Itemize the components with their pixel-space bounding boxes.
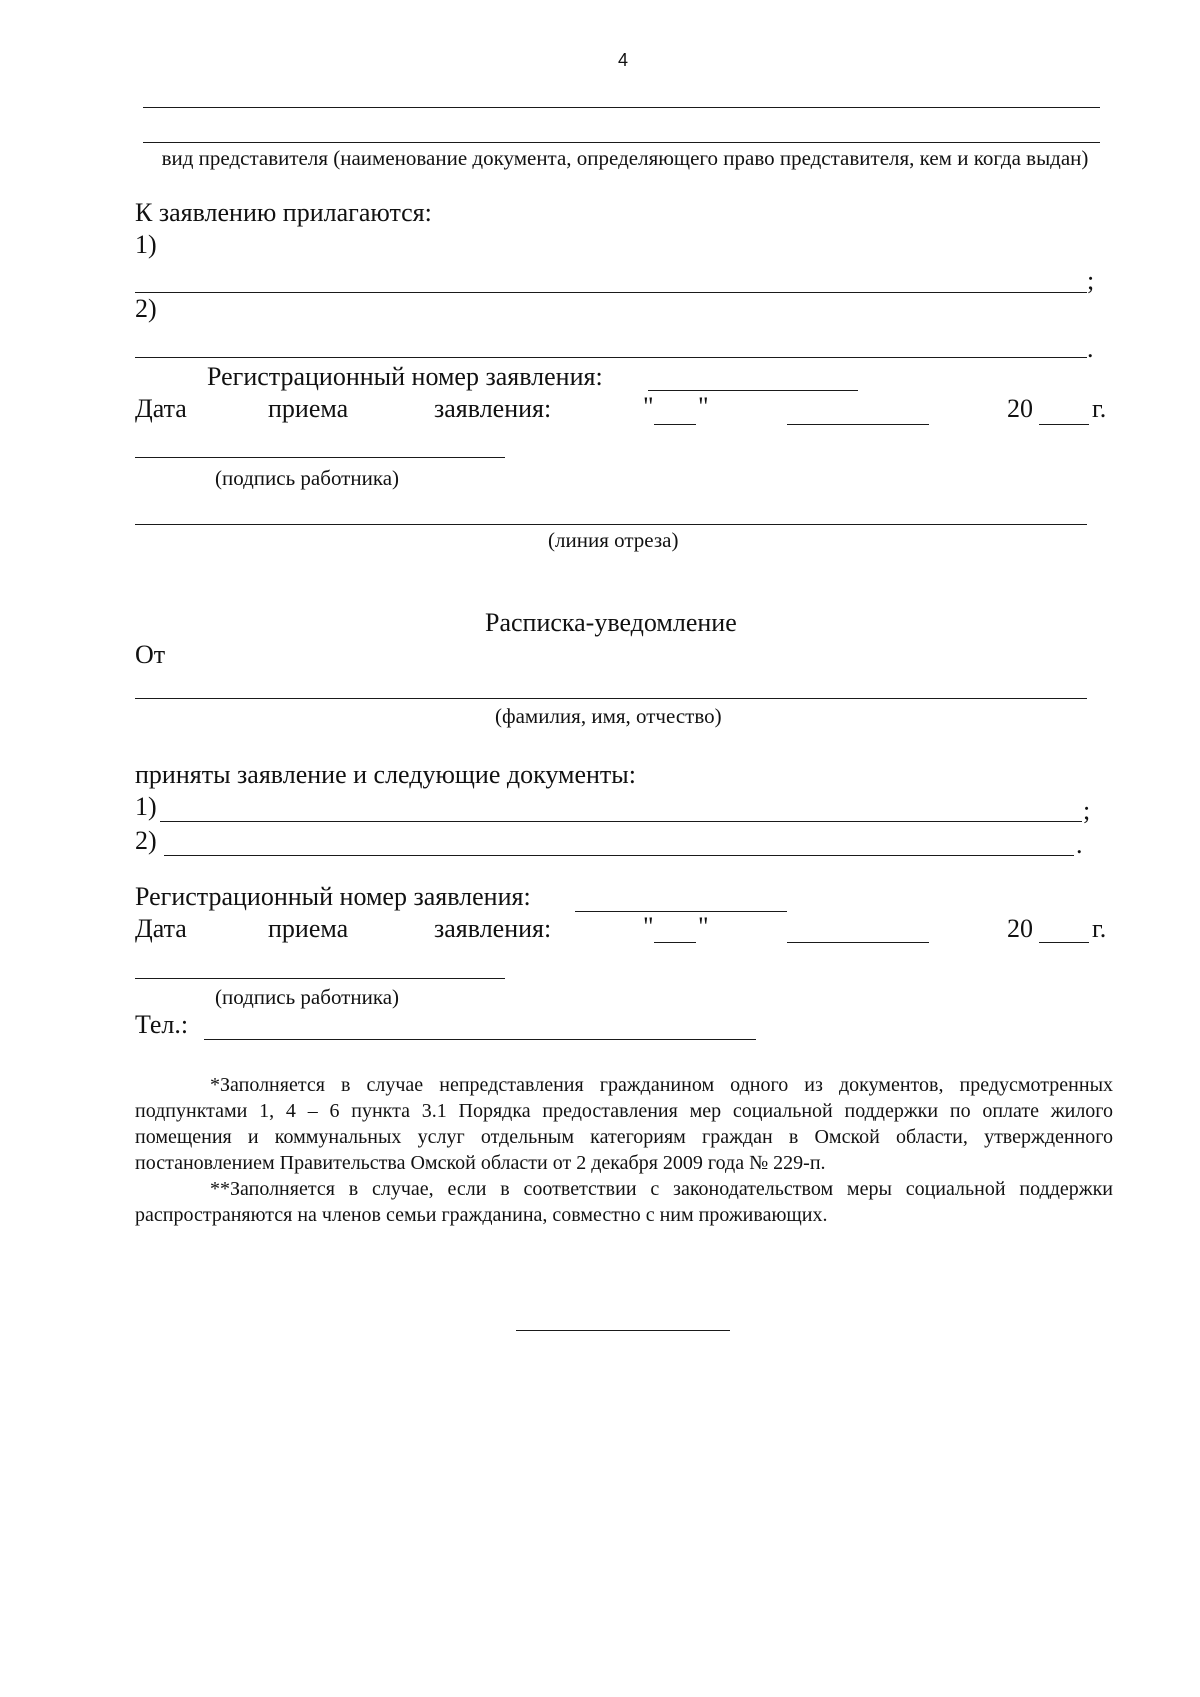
- year-suffix-2: г.: [1092, 914, 1107, 943]
- fio-line[interactable]: [135, 698, 1087, 699]
- date-word-2: приема: [268, 394, 349, 423]
- from-label: От: [135, 640, 166, 669]
- receipt-item-1-end: ;: [1083, 796, 1091, 825]
- receipt-item-2-label: 2): [135, 826, 157, 855]
- representative-line-2: [143, 142, 1100, 143]
- representative-caption: вид представителя (наименование документа, определяющего право представителя, кем и когда выдан): [161, 146, 1089, 170]
- receipt-item-1-label: 1): [135, 792, 157, 821]
- date-month-field-1[interactable]: [787, 424, 929, 425]
- signature-caption-2: (подпись работника): [215, 985, 400, 1009]
- date-word-2b: приема: [268, 914, 349, 943]
- phone-label: Тел.:: [135, 1010, 189, 1039]
- footnote-1: *Заполняется в случае непредставления гражданином одного из документов, предусмотренных подпунктами 1, 4 – 6 пункта 3.1 Порядка предоставления мер социальной поддержки по оплате жилого помещения и коммунальных услуг отдельным категориям граждан в Омской области, утвержденного постановлением Правительства Омской области от 2 декабря 2009 года № 229-п.: [135, 1074, 1113, 1174]
- date-quote-close-1: ": [698, 392, 709, 421]
- receipt-item-1-line[interactable]: [160, 821, 1082, 822]
- closing-separator: [516, 1330, 730, 1331]
- date-day-field-2[interactable]: [654, 942, 696, 943]
- page-number: 4: [618, 50, 629, 70]
- date-word-3b: заявления:: [434, 914, 552, 943]
- attachment-item-1-label: 1): [135, 230, 157, 259]
- date-quote-open-2: ": [643, 912, 654, 941]
- attachment-item-2-label: 2): [135, 294, 157, 323]
- reg-number-field-1[interactable]: [648, 390, 858, 391]
- attachment-item-1-end: ;: [1087, 266, 1095, 295]
- signature-caption-1: (подпись работника): [215, 466, 400, 490]
- signature-line-2[interactable]: [135, 978, 505, 979]
- fio-caption: (фамилия, имя, отчество): [495, 704, 722, 728]
- footnote-2: **Заполняется в случае, если в соответствии с законодательством меры социальной поддержки распространяются на членов семьи гражданина, совместно с ним проживающих.: [135, 1178, 1113, 1226]
- date-quote-open-1: ": [643, 392, 654, 421]
- year-suffix-1: г.: [1092, 394, 1107, 423]
- year-field-1[interactable]: [1039, 424, 1089, 425]
- receipt-item-2-end: .: [1076, 830, 1083, 859]
- receipt-item-2-line[interactable]: [164, 855, 1074, 856]
- date-day-field-1[interactable]: [654, 424, 696, 425]
- year-prefix-2: 20: [1007, 914, 1033, 943]
- cut-line: [135, 524, 1087, 525]
- date-word-1b: Дата: [135, 914, 187, 943]
- attachment-item-2-line[interactable]: [135, 357, 1087, 358]
- date-month-field-2[interactable]: [787, 942, 929, 943]
- reg-number-field-2[interactable]: [575, 911, 787, 912]
- reg-number-label-2: Регистрационный номер заявления:: [135, 882, 531, 911]
- cut-line-caption: (линия отреза): [548, 528, 679, 552]
- attachments-heading: К заявлению прилагаются:: [135, 198, 432, 227]
- footnotes: [135, 1072, 1113, 1228]
- date-word-1: Дата: [135, 394, 187, 423]
- reg-number-label-1: Регистрационный номер заявления:: [207, 362, 603, 391]
- receipt-title: Расписка-уведомление: [485, 608, 737, 637]
- accepted-label: приняты заявление и следующие документы:: [135, 760, 636, 789]
- attachment-item-1-line[interactable]: [135, 292, 1087, 293]
- phone-field[interactable]: [204, 1039, 756, 1040]
- representative-line-1: [143, 107, 1100, 108]
- date-quote-close-2: ": [698, 912, 709, 941]
- date-word-3: заявления:: [434, 394, 552, 423]
- signature-line-1[interactable]: [135, 457, 505, 458]
- year-field-2[interactable]: [1039, 942, 1089, 943]
- attachment-item-2-end: .: [1087, 334, 1094, 363]
- year-prefix-1: 20: [1007, 394, 1033, 423]
